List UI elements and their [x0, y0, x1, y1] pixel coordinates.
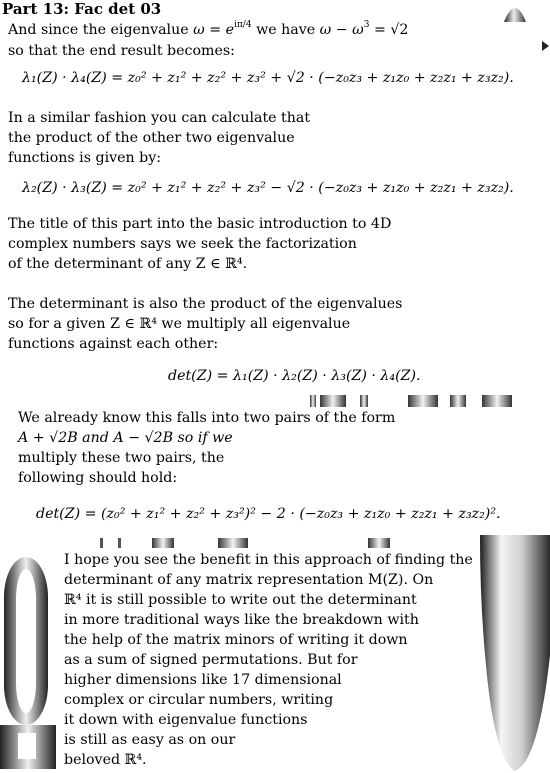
equation-4: det(Z) = (z₀² + z₁² + z₂² + z₃²)² − 2 · (−z₀z₃ + z₁z₀ + z₂z₁ + z₃z₂)².: [36, 506, 501, 522]
para6-line-7: higher dimensions like 17 dimensional: [64, 672, 342, 688]
intro-math-exp2: 3: [363, 20, 370, 30]
decor-top-spike: [500, 0, 530, 22]
para6-line-5: the help of the matrix minors of writing it down: [64, 632, 408, 648]
intro-line-2: so that the end result becomes:: [8, 43, 235, 59]
para2-line-1: In a similar fashion you can calculate that: [8, 110, 311, 126]
para2-line-2: the product of the other two eigenvalue: [8, 130, 295, 146]
para5-line-1: We already know this falls into two pairs of the form: [18, 410, 396, 426]
para5-line-2: A + √2B and A − √2B so if we: [18, 430, 233, 446]
intro-text-b: we have: [256, 22, 316, 38]
decor-stripe-row-2: [100, 536, 400, 548]
intro-text-a: And since the eigenvalue: [8, 22, 189, 38]
page-title: Part 13: Fac det 03: [2, 0, 162, 18]
decor-left-ring: [0, 555, 58, 773]
equation-2-lhs: λ₂(Z) · λ₃(Z) =: [22, 180, 124, 196]
para6-line-11: beloved ℝ⁴.: [64, 752, 147, 768]
para6-line-3: ℝ⁴ it is still possible to write out the determinant: [64, 592, 417, 608]
para4-line-2: so for a given Z ∈ ℝ⁴ we multiply all eigenvalue: [8, 316, 351, 332]
para4-line-3: functions against each other:: [8, 336, 219, 352]
decor-stripe-row-1: [310, 393, 550, 407]
decor-right-arrow: [540, 40, 550, 52]
equation-2: [22, 180, 514, 196]
decor-right-tusk: [478, 535, 550, 773]
para2-line-3: functions is given by:: [8, 150, 162, 166]
intro-line-1: [8, 20, 408, 40]
equation-1-lhs: λ₁(Z) · λ₄(Z) =: [22, 70, 124, 86]
para3-line-3: of the determinant of any Z ∈ ℝ⁴.: [8, 256, 248, 272]
para6-line-4: in more traditional ways like the breakdown with: [64, 612, 419, 628]
equation-2-rhs: z₀² + z₁² + z₂² + z₃² − √2 · (−z₀z₃ + z₁z₀ + z₂z₁ + z₃z₂).: [127, 180, 514, 196]
para6-line-6: as a sum of signed permutations. But for: [64, 652, 358, 668]
para6-line-1: I hope you see the benefit in this approach of finding the: [64, 552, 473, 568]
para6-line-10: is still as easy as on our: [64, 732, 236, 748]
equation-1: [22, 70, 514, 86]
intro-math-sqrt: = √2: [373, 22, 409, 38]
para6-line-8: complex or circular numbers, writing: [64, 692, 334, 708]
intro-math-exp: iπ/4: [234, 20, 252, 30]
equation-1-rhs: z₀² + z₁² + z₂² + z₃² + √2 · (−z₀z₃ + z₁z₀ + z₂z₁ + z₃z₂).: [127, 70, 514, 86]
intro-math-omega: ω = e: [193, 22, 235, 38]
para6-line-9: it down with eigenvalue functions: [64, 712, 308, 728]
equation-3: det(Z) = λ₁(Z) · λ₂(Z) · λ₃(Z) · λ₄(Z).: [168, 368, 421, 384]
para4-line-1: The determinant is also the product of the eigenvalues: [8, 296, 403, 312]
para3-line-2: complex numbers says we seek the factorization: [8, 236, 357, 252]
para6-line-2: determinant of any matrix representation M(Z). On: [64, 572, 434, 588]
para5-line-3: multiply these two pairs, the: [18, 450, 225, 466]
para5-line-4: following should hold:: [18, 470, 178, 486]
intro-math-omega2: ω − ω: [319, 22, 364, 38]
para3-line-1: The title of this part into the basic introduction to 4D: [8, 216, 392, 232]
